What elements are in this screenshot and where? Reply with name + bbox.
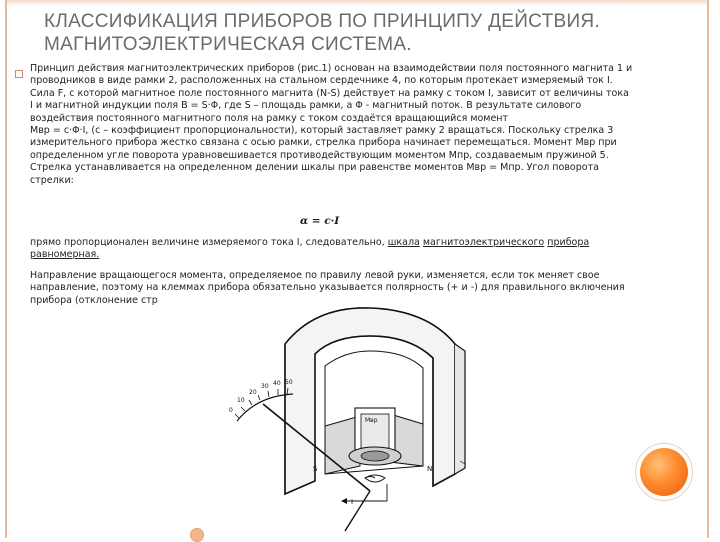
decor-orange-orb: [640, 448, 688, 496]
paragraph-proportional: [30, 237, 694, 262]
scale-label: 30: [261, 383, 269, 390]
label-mvr: Mвр: [365, 417, 378, 424]
text-fragment: прямо пропорционален величине измеряемого тока I, следовательно,: [30, 237, 388, 248]
text-line: воздействия постоянного магнитного поля на рамку с током создаётся вращающийся момент: [30, 112, 509, 124]
label-n: N: [427, 465, 433, 473]
text-line: [30, 237, 694, 249]
link-magnetoelectric[interactable]: магнитоэлектрического: [422, 237, 545, 248]
label-current: I: [351, 498, 354, 506]
link-device[interactable]: прибора: [547, 237, 590, 248]
text-line: проводников в виде рамки 2, расположенных на стальном сердечнике 4, по которым протекает измеряемый ток I.: [30, 75, 613, 87]
text-line: прибора (отклонение стр: [30, 294, 158, 306]
text-line: Сила F, с которой магнитное поле постоянного магнита (N-S) действует на рамку с током I, зависит от величины тока: [30, 87, 629, 99]
scale-label: 20: [249, 389, 257, 396]
text-line: Направление вращающегося момента, определяемое по правилу левой руки, изменяется, если ток меняет свое: [30, 270, 600, 281]
text-line: Стрелка устанавливается на определенном делении шкалы при равенстве моментов Mвр = Mпр. Угол поворота: [30, 162, 599, 174]
text-line: определенном угле поворота уравновешивается противодействующим моментом Mпр, создаваемым пружиной 5.: [30, 149, 609, 161]
spring-icon: [365, 475, 385, 482]
label-s: S: [313, 465, 318, 473]
title-line-2: МАГНИТОЭЛЕКТРИЧЕСКАЯ СИСТЕМА.: [44, 34, 412, 55]
text-line: измерительного прибора жестко связана с осью рамки, стрелка прибора начинает перемещаться. Момент Mвр при: [30, 137, 617, 149]
angle-formula: α = c·I: [300, 215, 340, 227]
scale-label: 0: [229, 407, 233, 414]
scale-label: 50: [285, 379, 293, 386]
paragraph-principle: [30, 63, 694, 187]
scale-label: 10: [237, 397, 245, 404]
link-uniform[interactable]: равномерная.: [30, 249, 100, 261]
bullet-icon: [15, 70, 23, 78]
text-line: направление, поэтому на клеммах прибора обязательно указывается полярность (+ и -) для правильного включения: [30, 282, 625, 294]
text-line: I и магнитной индукции поля B = S·Φ, где S – площадь рамки, а Φ - магнитный поток. В результате силового: [30, 100, 582, 112]
slide-title: [44, 10, 684, 56]
link-scale[interactable]: шкала: [387, 237, 420, 248]
text-line: стрелки:: [30, 174, 74, 186]
title-line-1: КЛАССИФИКАЦИЯ ПРИБОРОВ ПО ПРИНЦИПУ ДЕЙСТВИЯ.: [44, 11, 601, 32]
scale-label: 40: [273, 380, 281, 387]
text-line: Mвр = c·Φ·I, (c – коэффициент пропорциональности), который заставляет рамку 2 вращаться. Поскольку стрелка 3: [30, 125, 614, 137]
text-line: Принцип действия магнитоэлектрических приборов (рис.1) основан на взаимодействии поля постоянного магнита 1 и: [30, 63, 633, 74]
magnetoelectric-device-figure: [165, 296, 495, 540]
